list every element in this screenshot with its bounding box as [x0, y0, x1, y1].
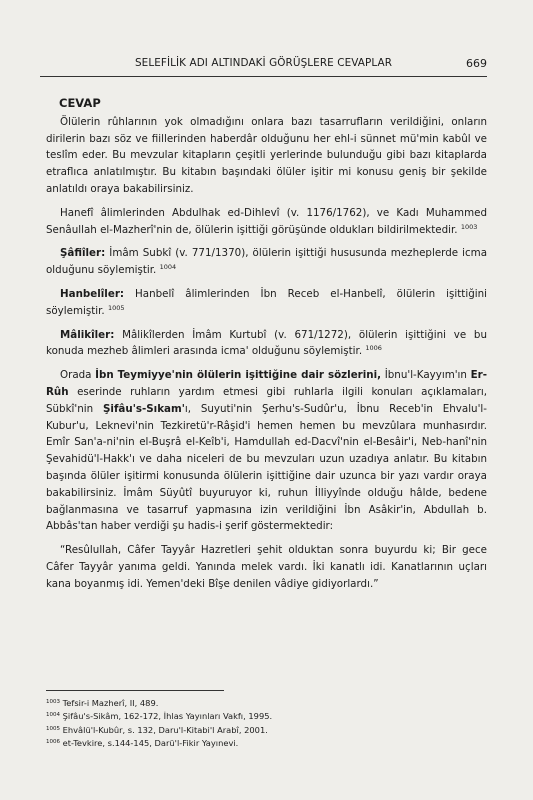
paragraph-5-text: Mâlikîlerden İmâm Kurtubî (v. 671/1272), ölülerin işittiğini ve bu konuda mezheb âlimleri arasında icma' olduğunu söylemiştir.: [46, 328, 487, 358]
paragraph-3: [46, 245, 487, 279]
paragraph-4: [46, 286, 487, 320]
footnote-text: Şifâu's-Sikâm, 162-172, İhlas Yayınları Vakfı, 1995.: [62, 711, 273, 722]
footnote-1004: [46, 710, 487, 723]
paragraph-2-text: Hanefî âlimlerinden Abdulhak ed-Dihlevî (v. 1176/1762), ve Kadı Muhammed Senâullah el-Mazherî'nin de, ölülerin işittiği görüşünde oldukları bildirilmektedir.: [46, 206, 487, 236]
paragraph-1: [46, 114, 487, 198]
footnote-number: 1005: [46, 725, 60, 732]
footnote-ref-1003: 1003: [460, 222, 478, 231]
footnote-ref-1004: 1004: [159, 263, 177, 272]
paragraph-3-lead: Şâfiîler:: [60, 247, 106, 260]
paragraph-6-part-e: ı, Suyuti'nin Şerhu's-Sudûr'u, İbnu Receb'in Ehvalu'l-Kubur'u, Leknevi'nin Tezkiretü'r-Râşid'i hemen hemen bu mevzûlara munhasırdır. Emîr San'a-ni'nin el-Buşrâ el-Keîb'i, Hamdullah ed-Dacvî'nin el-Besâir'i, Neb-hanî'nin Şevahidü'l-Hakk'ı ve daha niceleri de bu mevzuları uzun uzadıya anlatır. Bu kitabın başında ölüler işitirmi konusunda ölülerin işittiğine dair uzunca bir yazı vardır oraya bakabilirsiniz. İmâm Süyûtî buyuruyor ki, ruhun İlliyyînde olduğu hâlde, bedene bağlanmasına ve tasarruf yapmasına izin verildiğini İbn Asâkir'in, Abdullah b. Abbâs'tan haber verdiği şu hadis-i şerif göstermektedir:: [46, 402, 487, 533]
footnote-1003: [46, 697, 487, 710]
footnote-1005: [46, 724, 487, 737]
section-heading: CEVAP: [59, 96, 101, 110]
footnote-number: 1004: [46, 712, 60, 719]
paragraph-6-bold-2: Er-Rûh: [46, 369, 487, 398]
paragraph-3-text: İmâm Subkî (v. 771/1370), ölülerin işittiği hususunda mezheplerde icma olduğunu söylemiştir.: [46, 247, 487, 277]
paragraph-2: [46, 205, 487, 239]
footnote-text: Tefsir-i Mazherî, II, 489.: [62, 698, 159, 708]
footnote-number: 1006: [46, 739, 60, 746]
paragraph-6-bold-3: Şifâu's-Sıkam': [103, 402, 185, 415]
footnote-divider: [46, 690, 224, 691]
page-header: [40, 56, 487, 77]
main-text: [46, 95, 487, 600]
running-title: SELEFİLİK ADI ALTINDAKİ GÖRÜŞLERE CEVAPLAR: [134, 57, 393, 69]
paragraph-5-lead: Mâlikîler:: [60, 328, 115, 341]
hadith-quote: [46, 542, 487, 592]
paragraph-4-text: Hanbelî âlimlerinden İbn Receb el-Hanbelî, ölülerin işittiğini söylemiştir.: [46, 287, 487, 317]
paragraph-4-lead: Hanbelîler:: [60, 287, 125, 300]
footnote-text: Ehvâlü'l-Kubûr, s. 132, Daru'l-Kitabi'l Arabî, 2001.: [62, 724, 268, 735]
paragraph-6-part-d: eserinde ruhların yardım etmesi gibi ruhlarla ilgili konuları açıklamaları, Sübkî'nin: [46, 385, 487, 415]
paragraph-1-text: Ölülerin rûhlarının yok olmadığını onlara bazı tasarrufların verildiğini, onların dirilerin bazı söz ve fiillerinden haberdâr olduğunu her ehl-i sünnet mü'min kabûl ve teslîm eder. Bu mevzular kitapların çeşitli yerlerinde bulunduğu gibi bazı kitaplarda etraflıca anlatılmıştır. Bu kitabın başındaki ölüler işitir mi konusu geniş bir şekilde anlatıldı oraya bakabilirsiniz.: [46, 115, 487, 195]
paragraph-5: [46, 327, 487, 361]
footnote-ref-1005: 1005: [107, 303, 125, 312]
paragraph-6: [46, 367, 487, 535]
footnote-1006: [46, 737, 487, 750]
footnotes: [46, 697, 487, 751]
paragraph-6-part-a: Orada: [60, 369, 96, 382]
footnote-text: et-Tevkire, s.144-145, Darü'l-Fikir Yayınevi.: [62, 738, 239, 749]
page-number: 669: [466, 57, 487, 70]
footnote-number: 1003: [46, 699, 60, 705]
paragraph-6-part-c: İbnu'l-Kayyım'ın: [381, 369, 471, 382]
hadith-quote-text: “Resûlullah, Câfer Tayyâr Hazretleri şehit olduktan sonra buyurdu ki; Bir gece Câfer Tayyâr yanıma geldi. Yanında melek vardı. İki kanatlı idi. Kanatlarının uçları kana boyanmış idi. Yemen'deki Bîşe denilen vâdiye gidiyorlardı.”: [46, 544, 487, 590]
paragraph-6-bold-1: İbn Teymiyye'nin ölülerin işittiğine dair sözlerini,: [95, 369, 382, 382]
footnote-ref-1006: 1006: [365, 344, 382, 353]
